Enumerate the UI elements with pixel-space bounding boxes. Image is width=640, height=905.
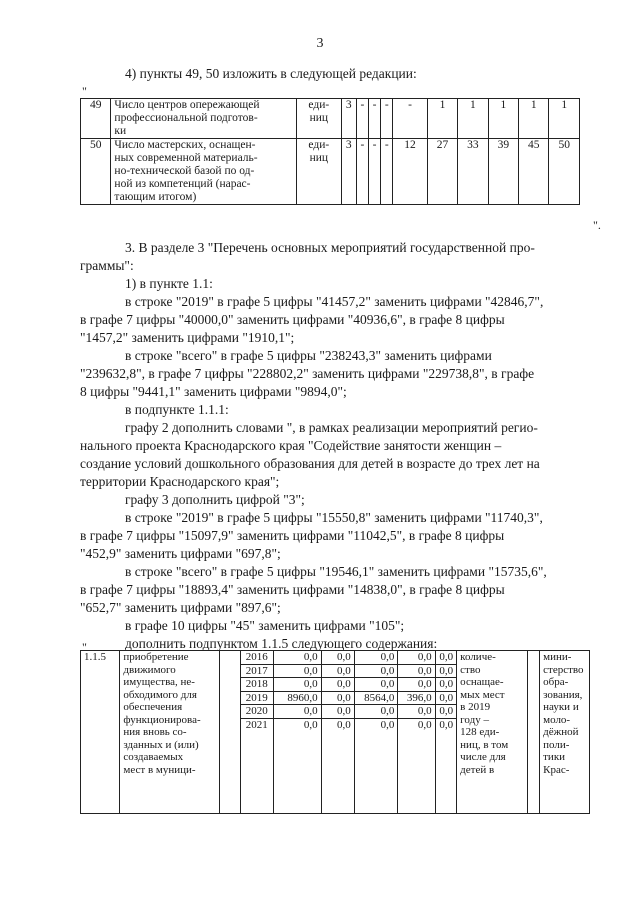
value-cell: 0,0 [398,678,435,692]
text-line: в графе 7 цифры "18893,4" заменить цифрами "14838,0", в графе 8 цифры [80,582,505,597]
value-cell: 0,0 [273,718,321,813]
table-row [81,651,590,665]
executor-line: зования, [543,688,583,701]
name-line: но-технической базой по од- [114,165,255,177]
unit-cell [297,99,342,139]
text-line: "652,7" заменить цифрами "897,6"; [80,600,281,615]
value-cell: - [381,139,393,205]
text-line: в графе 7 цифры "15097,9" заменить цифрами "11042,5", в графе 8 цифры [80,528,505,543]
item-name [120,651,220,814]
name-line: мест в муници- [123,763,196,776]
text-line: 1) в пункте 1.1: [125,276,213,291]
value-cell: 8564,0 [354,691,398,705]
executor-line: Крас- [543,763,570,776]
result-line: числе для [460,751,506,763]
value-cell: 50 [549,139,580,205]
value-cell: 0,0 [435,718,457,813]
text-line: "239632,8", в графе 7 цифры "228802,2" заменить цифрами "229738,8", в графе [80,366,535,381]
result-cell [457,651,528,814]
indicators-table [80,98,580,205]
name-line: имущества, не- [123,676,195,688]
value-cell: 0,0 [321,705,354,719]
value-cell: 0,0 [273,664,321,678]
value-cell: - [369,139,381,205]
text-line: графу 2 дополнить словами ", в рамках реализации мероприятий регио- [125,420,538,435]
value-cell: 0,0 [321,718,354,813]
value-cell: 0,0 [354,678,398,692]
name-line: тающим итогом) [114,191,197,203]
value-cell: 0,0 [273,678,321,692]
unit-line: ниц [309,152,329,164]
value-cell: 0,0 [354,718,398,813]
name-line: Число центров опережающей [114,99,260,111]
executor-line: стерство [543,663,584,676]
value-cell: - [356,99,368,139]
value-cell: 0,0 [398,718,435,813]
text-line: в строке "всего" в графе 5 цифры "19546,1" заменить цифрами "15735,6", [125,564,547,579]
result-line: 128 еди- [460,726,500,738]
value-cell: 3 [341,139,356,205]
value-cell: 3 [341,99,356,139]
name-line: ных современной материаль- [114,152,258,164]
row-number: 50 [81,139,111,205]
text-line: территории Краснодарского края"; [80,474,280,489]
section-heading-line: 3. В разделе 3 "Перечень основных мероприятий государственной про- [125,240,535,255]
value-cell: 0,0 [321,678,354,692]
value-cell: 0,0 [435,691,457,705]
unit-line: ниц [309,112,329,124]
value-cell: 0,0 [354,664,398,678]
year-cell: 2016 [240,651,273,665]
executor-line: мини- [543,651,572,663]
empty-cell [527,651,539,814]
value-cell: 33 [458,139,488,205]
value-cell: - [356,139,368,205]
value-cell: 0,0 [435,664,457,678]
value-cell: 0,0 [398,664,435,678]
value-cell: 27 [427,139,457,205]
name-line: создаваемых [123,751,184,763]
indicator-name [111,99,297,139]
value-cell: 0,0 [435,651,457,665]
executor-cell [540,651,590,814]
value-cell: 12 [393,139,427,205]
text-line: "1457,2" заменить цифрами "1910,1"; [80,330,295,345]
executor-line: поли- [543,738,570,751]
executor-line: тики [543,751,566,763]
year-cell: 2018 [240,678,273,692]
year-cell: 2017 [240,664,273,678]
name-line: ной из компетенций (нарас- [114,178,251,190]
value-cell: 0,0 [273,705,321,719]
name-line: ки [114,125,127,137]
value-cell: 39 [488,139,518,205]
unit-cell [297,139,342,205]
result-line: детей в [460,763,495,776]
text-line: в строке "2019" в графе 5 цифры "41457,2" заменить цифрами "42846,7", [125,294,544,309]
text-line: "452,9" заменить цифрами "697,8"; [80,546,281,561]
executor-line: моло- [543,713,571,726]
empty-cell [219,651,240,814]
value-cell: 0,0 [398,651,435,665]
name-line: функционирова- [123,713,201,726]
item-number: 1.1.5 [81,651,120,814]
unit-line: еди- [308,139,330,151]
unit-line: еди- [308,99,330,111]
text-line: графу 3 дополнить цифрой "3"; [125,492,305,507]
section-heading-line: граммы": [80,258,134,273]
text-line: нального проекта Краснодарского края "Содействие занятости женщин – [80,438,502,453]
name-line: обеспечения [123,701,183,713]
name-line: ния вновь со- [123,726,187,738]
value-cell: 0,0 [354,651,398,665]
value-cell: 8960,0 [273,691,321,705]
value-cell: 0,0 [435,678,457,692]
text-line: в графе 7 цифры "40000,0" заменить цифрами "40936,6", в графе 8 цифры [80,312,505,327]
value-cell: 0,0 [273,651,321,665]
year-cell: 2020 [240,705,273,719]
value-cell: 1 [488,99,518,139]
open-quote: " [82,640,87,654]
value-cell: 0,0 [321,651,354,665]
name-line: профессиональной подготов- [114,112,258,124]
measures-table [80,650,590,814]
text-line: в строке "2019" в графе 5 цифры "15550,8" заменить цифрами "11740,3", [125,510,543,525]
name-line: Число мастерских, оснащен- [114,139,256,151]
value-cell: 1 [458,99,488,139]
result-line: в 2019 [460,701,491,713]
result-line: оснащае- [460,676,504,688]
name-line: движимого [123,663,176,676]
executor-line: дёжной [543,726,579,738]
name-line: приобретение [123,651,189,663]
value-cell: 1 [519,99,549,139]
value-cell: - [381,99,393,139]
open-quote: " [82,84,87,98]
text-line: в графе 10 цифры "45" заменить цифрами "105"; [125,618,405,633]
text-line: создание условий дошкольного образования для детей в возрасте до трех лет на [80,456,540,471]
text-line: дополнить подпунктом 1.1.5 следующего содержания: [125,636,438,651]
executor-line: обра- [543,676,569,688]
year-cell: 2019 [240,691,273,705]
name-line: зданных и (или) [123,738,199,751]
text-line: в подпункте 1.1.1: [125,402,229,417]
value-cell: 396,0 [398,691,435,705]
executor-line: науки и [543,701,579,713]
value-cell: 0,0 [354,705,398,719]
intro-line: 4) пункты 49, 50 изложить в следующей редакции: [125,66,417,81]
row-number: 49 [81,99,111,139]
name-line: обходимого для [123,688,197,701]
table-row [81,139,580,205]
result-line: количе- [460,651,496,663]
value-cell: 0,0 [321,664,354,678]
text-line: в строке "всего" в графе 5 цифры "238243,3" заменить цифрами [125,348,492,363]
value-cell: 0,0 [321,691,354,705]
value-cell: 1 [427,99,457,139]
value-cell: 0,0 [435,705,457,719]
result-line: году – [460,713,489,726]
result-line: мых мест [460,688,505,701]
table-row [81,99,580,139]
result-line: ниц, в том [460,738,509,751]
year-cell: 2021 [240,718,273,813]
value-cell: - [393,99,427,139]
value-cell: 0,0 [398,705,435,719]
close-quote: ". [593,218,601,232]
text-line: 8 цифры "9441,1" заменить цифрами "9894,0"; [80,384,347,399]
value-cell: - [369,99,381,139]
indicator-name [111,139,297,205]
result-line: ство [460,663,481,676]
page-number: 3 [316,36,324,51]
value-cell: 1 [549,99,580,139]
value-cell: 45 [519,139,549,205]
